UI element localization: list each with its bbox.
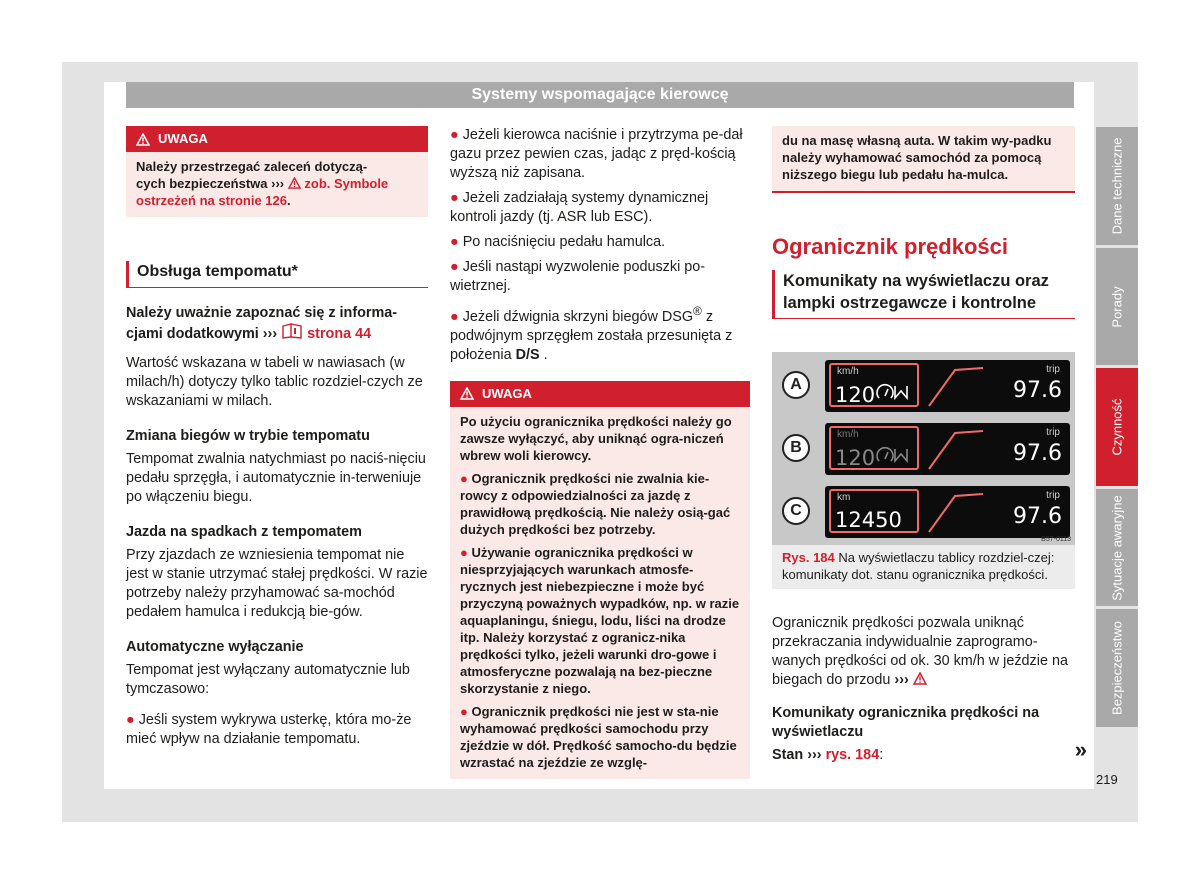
link-arrows: ››› — [807, 747, 822, 763]
display-panel-c — [825, 486, 1070, 538]
tab-label: Dane techniczne — [1109, 137, 1125, 235]
limiter-icon — [875, 445, 917, 465]
trip-label: trip — [1046, 490, 1060, 501]
section-title: Obsługa tempomatu* — [126, 261, 428, 288]
registered-mark: ® — [693, 304, 702, 318]
road-icon — [925, 490, 985, 534]
warning-bullet-text: Ogranicznik prędkości nie zwalnia kie-rowcy z odpowiedzialności za jazdę z prawidłową prędkością. Nie należy osią-gać dużych prędkości bez potrzeby. — [460, 470, 731, 537]
tab-label: Sytuacje awaryjne — [1109, 494, 1125, 601]
page-link[interactable]: strona 44 — [307, 326, 372, 342]
tab-label: Czynność — [1109, 398, 1125, 456]
bullet-item — [450, 233, 750, 252]
warning-bullet — [460, 544, 740, 697]
heading-auto-off: Automatyczne wyłączanie — [126, 639, 304, 655]
speed-unit: km/h — [837, 366, 859, 377]
road-icon — [925, 427, 985, 471]
trip-value: 97.6 — [1013, 441, 1062, 466]
paragraph-table-note: Wartość wskazana w tabeli w nawiasach (w milach/h) dotyczy tylko tablic rozdziel-czych ze wskazaniami w milach. — [126, 355, 423, 409]
next-page-icon[interactable]: » — [1074, 737, 1087, 762]
bullet-text: Po naciśnięciu pedału hamulca. — [462, 234, 666, 250]
paragraph-limiter-text: Ogranicznik prędkości pozwala uniknąć przekraczania indywidualnie zaprogramo-wanych prędkości od ok. 30 km/h w jeździe na biegach do przodu — [772, 615, 1068, 688]
subsection-title: Komunikaty na wyświetlaczu oraz lampki ostrzegawcze i kontrolne — [772, 270, 1075, 319]
odometer-value: 12450 — [835, 508, 902, 532]
warning-icon[interactable] — [913, 672, 927, 685]
figure-label-a: A — [782, 371, 810, 399]
bullet-item — [126, 711, 428, 749]
warning-text — [136, 158, 418, 209]
period: . — [287, 193, 291, 208]
tab-label: Porady — [1109, 285, 1125, 328]
speed-number: 120 — [835, 446, 876, 470]
status-label: Stan — [772, 747, 804, 763]
warning-bullet-text: Używanie ogranicznika prędkości w niesprzyjających warunkach atmosfe-rycznych jest niebezpieczne i może być przyczyną poważnych wypadków, np. w razie aquaplaningu, śniegu, lodu, liści na drodze itp. Należy korzystać z ogranicz-nika prędkości tylko, jeżeli warunki dro-gowe i atmosferyczne pozwalają na bez-pieczne skorzystanie z niego. — [460, 544, 740, 696]
figure-184 — [772, 352, 1075, 545]
paragraph-auto-off: Tempomat jest wyłączany automatycznie lub tymczasowo: — [126, 662, 410, 697]
section-title-limiter: Ogranicznik prędkości — [772, 234, 1008, 259]
speed-value — [835, 445, 917, 470]
tab-porady[interactable] — [1096, 248, 1138, 365]
figure-label-c: C — [782, 497, 810, 525]
intro-line2: cjami dodatkowymi — [126, 326, 259, 342]
warning-text-line2: cych bezpieczeństwa — [136, 176, 268, 191]
warning-label: UWAGA — [158, 131, 208, 146]
trip-value: 97.6 — [1013, 378, 1062, 403]
warning-body — [450, 407, 750, 779]
bullet-text: Jeśli nastąpi wyzwolenie poduszki po-wietrznej. — [450, 259, 706, 294]
bullet-text: Jeżeli zadziałają systemy dynamicznej kontroli jazdy (tj. ASR lub ESC). — [450, 190, 709, 225]
heading-gear-change: Zmiana biegów w trybie tempomatu — [126, 428, 370, 444]
warning-label: UWAGA — [482, 385, 532, 401]
trip-value: 97.6 — [1013, 504, 1062, 529]
figure-caption — [772, 545, 1075, 589]
bullet-item — [450, 302, 750, 365]
road-icon — [925, 364, 985, 408]
symbols-link-line2[interactable]: ostrzeżeń na stronie 126 — [136, 193, 287, 208]
warning-box-continued — [772, 126, 1075, 191]
colon: : — [879, 747, 884, 763]
warning-icon — [288, 177, 301, 189]
warning-icon — [136, 133, 150, 146]
bullet-icon: ● — [450, 127, 459, 143]
tab-bezpieczenstwo[interactable] — [1096, 609, 1138, 727]
figure-label-b: B — [782, 434, 810, 462]
gear-position: D/S — [515, 346, 540, 363]
trip-label: trip — [1046, 427, 1060, 438]
display-panel-b — [825, 423, 1070, 475]
page-number: 219 — [1096, 772, 1118, 787]
link-arrows: ››› — [271, 176, 285, 191]
bullet-icon: ● — [460, 544, 468, 560]
warning-bottom-rule — [772, 191, 1075, 193]
symbols-link[interactable]: zob. Symbole — [304, 176, 389, 191]
bullet-text: Jeżeli kierowca naciśnie i przytrzyma pe-dał gazu przez pewien czas, jadąc z pręd-kością wyższą niż zapisana. — [450, 127, 743, 181]
warning-box-1 — [126, 126, 428, 217]
warning-bullet — [460, 470, 740, 538]
tab-sytuacje-awaryjne[interactable] — [1096, 489, 1138, 606]
heading-messages: Komunikaty ogranicznika prędkości na wyświetlaczu — [772, 705, 1040, 740]
tab-czynnosc[interactable] — [1096, 368, 1138, 486]
bullet-text: Jeżeli dźwignia skrzyni biegów DSG — [462, 308, 694, 325]
intro-note — [126, 304, 428, 344]
warning-bullet — [460, 703, 740, 771]
link-arrows: ››› — [894, 672, 909, 688]
odometer-unit: km — [837, 492, 851, 503]
speed-value — [835, 382, 917, 407]
column-3 — [772, 126, 1075, 319]
bullet-text: Jeśli system wykrywa usterkę, która mo-że mieć wpływ na działanie tempomatu. — [126, 712, 412, 747]
caption-label: Rys. 184 — [782, 550, 835, 565]
paragraph-downhill: Przy zjazdach ze wzniesienia tempomat nie jest w stanie utrzymać stałej prędkości. W razie potrzeby należy przyhamować sa-mochód pedałem hamulca i redukcją bie-gów. — [126, 547, 428, 620]
warning-paragraph: Po użyciu ogranicznika prędkości należy go zawsze wyłączyć, aby uniknąć ogra-niczeń wbrew woli kierowcy. — [460, 413, 732, 463]
column-3-lower — [772, 614, 1087, 765]
paragraph-limiter — [772, 614, 1075, 690]
bullet-text-cont: z podwójnym sprzęgłem została przesunięta z położenia — [450, 308, 733, 363]
bullet-icon: ● — [450, 308, 459, 325]
paragraph-gear-change: Tempomat zwalnia natychmiast po naciś-nięciu pedału sprzęgła, i automatycznie in-terweniuje po włączeniu biegu. — [126, 451, 426, 505]
tab-dane-techniczne[interactable] — [1096, 127, 1138, 245]
bullet-icon: ● — [460, 703, 468, 719]
bullet-item — [450, 189, 750, 227]
warning-bullet-text: Ogranicznik prędkości nie jest w sta-nie wyhamować prędkości samochodu przy zjeździe w dół. Prędkość samocho-du będzie wzrastać na zjeździe ze wzglę- — [460, 703, 737, 770]
bullet-icon: ● — [126, 712, 135, 728]
heading-downhill: Jazda na spadkach z tempomatem — [126, 524, 362, 540]
bullet-item — [450, 258, 750, 296]
display-panel-a — [825, 360, 1070, 412]
link-arrows: ››› — [262, 326, 278, 342]
limiter-icon — [875, 382, 917, 402]
warning-header — [126, 126, 428, 152]
warning-body: du na masę własną auta. W takim wy-padku należy wyhamować samochód za pomocą niższego biegu lub pedału ha-mulca. — [782, 133, 1052, 182]
bullet-item — [450, 126, 750, 183]
trip-label: trip — [1046, 364, 1060, 375]
bullet-icon: ● — [450, 190, 459, 206]
bullet-text-end: . — [539, 346, 548, 363]
speed-number: 120 — [835, 383, 876, 407]
status-line — [772, 737, 1087, 765]
book-icon — [281, 323, 303, 339]
bullet-icon: ● — [450, 234, 459, 250]
column-1 — [126, 126, 428, 753]
figure-link[interactable]: rys. 184 — [825, 747, 880, 763]
warning-text-line1: Należy przestrzegać zaleceń dotyczą- — [136, 159, 368, 174]
warning-header — [450, 381, 750, 407]
bullet-icon: ● — [450, 259, 459, 275]
bullet-icon: ● — [460, 470, 468, 486]
column-2 — [450, 126, 750, 779]
warning-icon — [460, 387, 474, 400]
tab-label: Bezpieczeństwo — [1109, 621, 1125, 715]
intro-line1: Należy uważnie zapoznać się z informa- — [126, 305, 398, 321]
page-header: Systemy wspomagające kierowcę — [126, 82, 1074, 108]
speed-unit: km/h — [837, 429, 859, 440]
figure-code: B57-0113 — [1041, 536, 1071, 543]
warning-body — [126, 152, 428, 217]
warning-box-2 — [450, 381, 750, 779]
caption-text: Na wyświetlaczu tablicy rozdziel-czej: komunikaty dot. stanu ogranicznika prędkości. — [782, 550, 1055, 582]
